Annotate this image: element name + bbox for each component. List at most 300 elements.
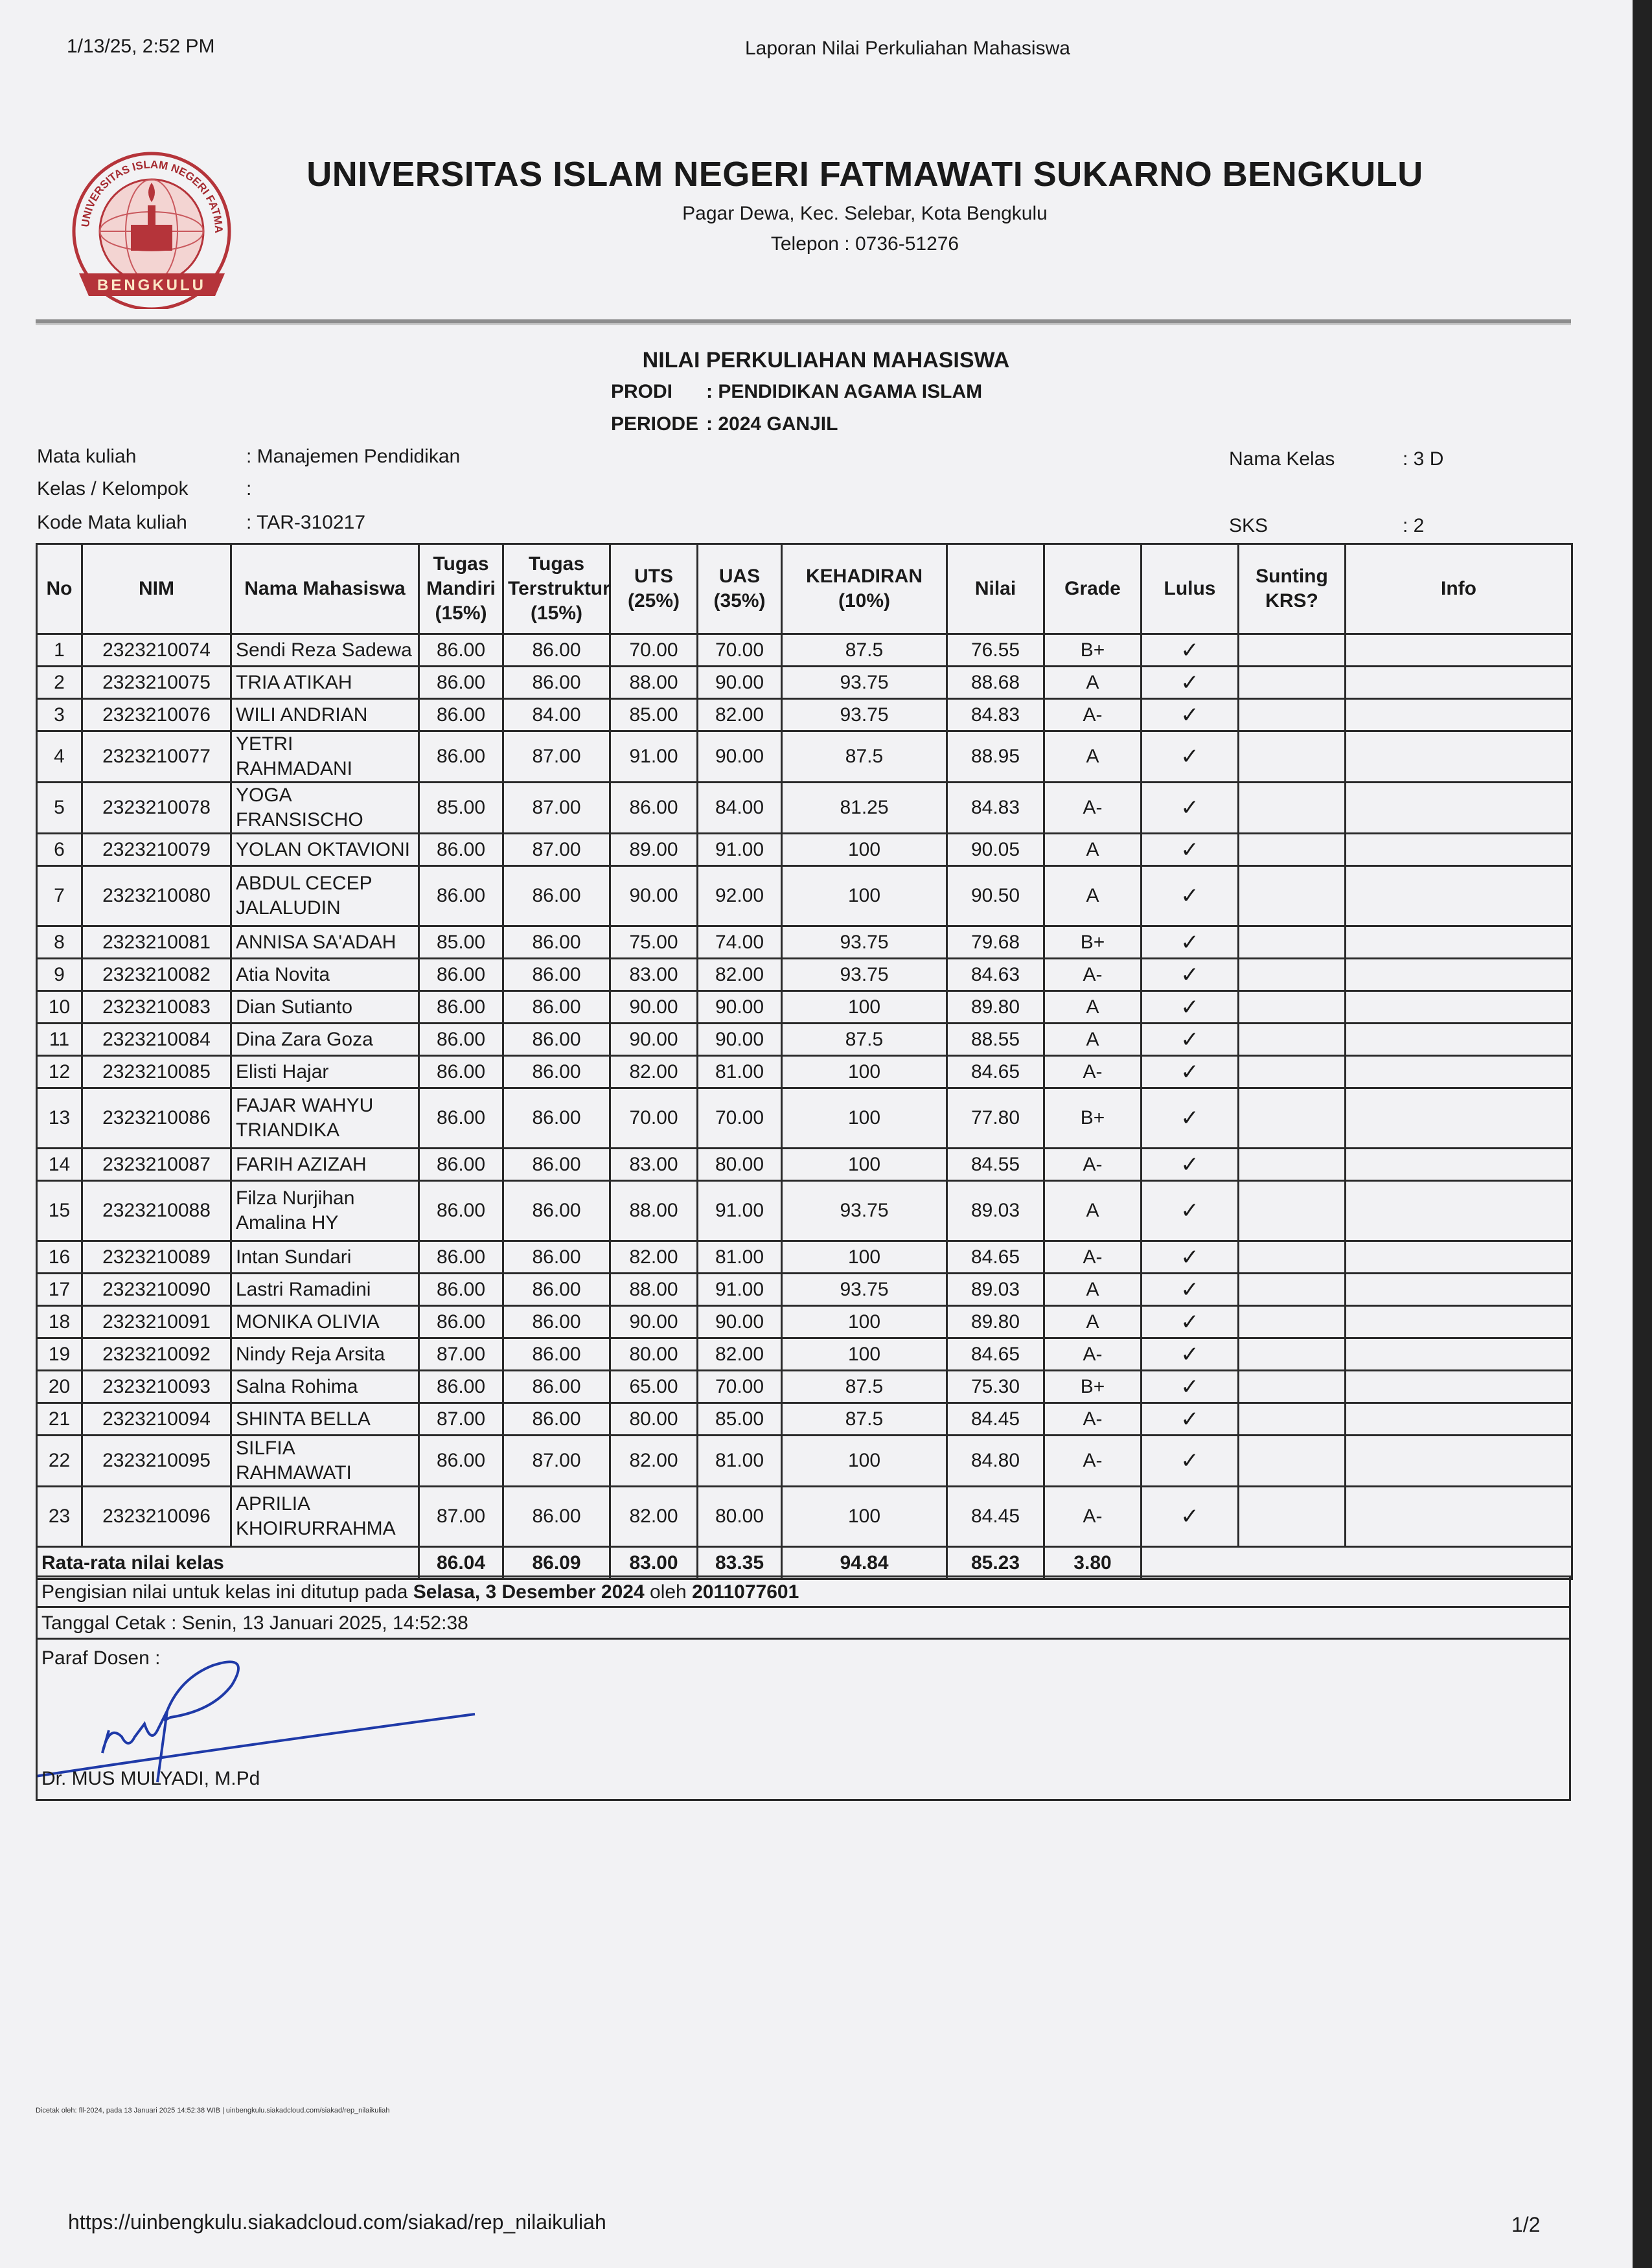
cell-kehadiran: 100 (782, 991, 947, 1024)
cell-grade: B+ (1044, 1088, 1141, 1149)
cell-grade: A (1044, 1024, 1141, 1056)
lulus-check-icon: ✓ (1141, 634, 1239, 667)
cell-tugas-mandiri: 86.00 (419, 959, 503, 991)
cell-uts: 82.00 (610, 1436, 698, 1487)
cell-uas: 70.00 (698, 1088, 782, 1149)
cell-grade: A (1044, 667, 1141, 699)
lulus-check-icon: ✓ (1141, 1371, 1239, 1403)
kode-value: : TAR-310217 (246, 512, 365, 533)
cell-tugas-terstruktur: 86.00 (503, 1056, 610, 1088)
cell-grade: A- (1044, 1487, 1141, 1547)
cell-tugas-mandiri: 85.00 (419, 926, 503, 959)
cell-nim: 2323210093 (82, 1371, 231, 1403)
table-row (37, 1487, 1572, 1547)
cell-no: 14 (37, 1149, 82, 1181)
lulus-check-icon: ✓ (1141, 1056, 1239, 1088)
cell-grade: A (1044, 834, 1141, 866)
cell-no: 21 (37, 1403, 82, 1436)
cell-uas: 74.00 (698, 926, 782, 959)
cell-tugas-terstruktur: 86.00 (503, 634, 610, 667)
average-kehadiran: 94.84 (782, 1547, 947, 1579)
cell-grade: A (1044, 731, 1141, 783)
cell-nim: 2323210089 (82, 1241, 231, 1274)
cell-grade: A- (1044, 783, 1141, 834)
cell-tugas-mandiri: 86.00 (419, 1056, 503, 1088)
cell-tugas-terstruktur: 86.00 (503, 926, 610, 959)
cell-grade: A (1044, 1274, 1141, 1306)
cell-info (1346, 834, 1572, 866)
cell-nilai: 84.83 (947, 783, 1044, 834)
closing-prefix: Pengisian nilai untuk kelas ini ditutup pada (41, 1581, 413, 1603)
cell-uas: 70.00 (698, 1371, 782, 1403)
cell-tugas-mandiri: 87.00 (419, 1403, 503, 1436)
cell-no: 17 (37, 1274, 82, 1306)
table-header-row (37, 544, 1572, 634)
cell-uts: 85.00 (610, 699, 698, 731)
cell-grade: B+ (1044, 634, 1141, 667)
cell-kehadiran: 100 (782, 1436, 947, 1487)
header-uas: UAS (35%) (698, 544, 782, 634)
cell-tugas-mandiri: 87.00 (419, 1338, 503, 1371)
table-row (37, 1241, 1572, 1274)
lulus-check-icon: ✓ (1141, 1436, 1239, 1487)
cell-sunting-krs (1239, 1371, 1346, 1403)
cell-nilai: 84.83 (947, 699, 1044, 731)
lulus-check-icon: ✓ (1141, 667, 1239, 699)
cell-tugas-terstruktur: 87.00 (503, 731, 610, 783)
cell-nama: Elisti Hajar (231, 1056, 419, 1088)
paraf-label: Paraf Dosen : (41, 1647, 161, 1669)
lulus-check-icon: ✓ (1141, 959, 1239, 991)
cell-nilai: 84.80 (947, 1436, 1044, 1487)
cell-nama: WILI ANDRIAN (231, 699, 419, 731)
cell-kehadiran: 100 (782, 834, 947, 866)
cell-info (1346, 1149, 1572, 1181)
cell-tugas-mandiri: 87.00 (419, 1487, 503, 1547)
lulus-check-icon: ✓ (1141, 699, 1239, 731)
table-row (37, 1149, 1572, 1181)
cell-no: 5 (37, 783, 82, 834)
cell-nama: FARIH AZIZAH (231, 1149, 419, 1181)
cell-no: 1 (37, 634, 82, 667)
cell-grade: A- (1044, 1436, 1141, 1487)
print-date: Tanggal Cetak : Senin, 13 Januari 2025, 14:52:38 (36, 1606, 1571, 1640)
cell-uts: 90.00 (610, 1024, 698, 1056)
cell-nim: 2323210075 (82, 667, 231, 699)
cell-info (1346, 783, 1572, 834)
print-datetime: 1/13/25, 2:52 PM (67, 36, 215, 57)
cell-kehadiran: 93.75 (782, 1274, 947, 1306)
kelas-label: Kelas / Kelompok (37, 478, 189, 499)
cell-tugas-terstruktur: 86.00 (503, 1371, 610, 1403)
cell-uas: 84.00 (698, 783, 782, 834)
periode-label: PERIODE (611, 413, 699, 435)
header-sunting-krs: Sunting KRS? (1239, 544, 1346, 634)
cell-no: 16 (37, 1241, 82, 1274)
cell-sunting-krs (1239, 959, 1346, 991)
cell-tugas-mandiri: 86.00 (419, 1241, 503, 1274)
cell-tugas-terstruktur: 86.00 (503, 1149, 610, 1181)
cell-sunting-krs (1239, 699, 1346, 731)
cell-nama: Intan Sundari (231, 1241, 419, 1274)
header-kehadiran: KEHADIRAN (10%) (782, 544, 947, 634)
table-row (37, 1403, 1572, 1436)
cell-uas: 82.00 (698, 699, 782, 731)
cell-kehadiran: 87.5 (782, 1024, 947, 1056)
cell-tugas-terstruktur: 86.00 (503, 667, 610, 699)
cell-uts: 80.00 (610, 1338, 698, 1371)
cell-kehadiran: 100 (782, 1338, 947, 1371)
cell-grade: A (1044, 866, 1141, 926)
cell-nilai: 89.80 (947, 1306, 1044, 1338)
cell-nilai: 90.05 (947, 834, 1044, 866)
sks-value: : 2 (1403, 515, 1425, 536)
scan-edge (1633, 0, 1652, 2268)
lulus-check-icon: ✓ (1141, 1306, 1239, 1338)
cell-uts: 82.00 (610, 1487, 698, 1547)
cell-uas: 90.00 (698, 991, 782, 1024)
cell-no: 12 (37, 1056, 82, 1088)
cell-sunting-krs (1239, 1306, 1346, 1338)
cell-info (1346, 1088, 1572, 1149)
cell-sunting-krs (1239, 1436, 1346, 1487)
cell-uts: 82.00 (610, 1056, 698, 1088)
cell-sunting-krs (1239, 1403, 1346, 1436)
cell-kehadiran: 100 (782, 1149, 947, 1181)
table-row (37, 1436, 1572, 1487)
cell-tugas-terstruktur: 86.00 (503, 1274, 610, 1306)
lulus-check-icon: ✓ (1141, 834, 1239, 866)
cell-nim: 2323210090 (82, 1274, 231, 1306)
cell-grade: A- (1044, 1056, 1141, 1088)
cell-tugas-mandiri: 86.00 (419, 866, 503, 926)
cell-grade: B+ (1044, 1371, 1141, 1403)
cell-sunting-krs (1239, 1181, 1346, 1241)
cell-nim: 2323210087 (82, 1149, 231, 1181)
cell-sunting-krs (1239, 926, 1346, 959)
cell-info (1346, 926, 1572, 959)
lulus-check-icon: ✓ (1141, 1241, 1239, 1274)
cell-no: 20 (37, 1371, 82, 1403)
logo-banner-text: BENGKULU (97, 277, 206, 294)
lulus-check-icon: ✓ (1141, 1274, 1239, 1306)
cell-nama: Lastri Ramadini (231, 1274, 419, 1306)
cell-tugas-mandiri: 86.00 (419, 1306, 503, 1338)
lulus-check-icon: ✓ (1141, 991, 1239, 1024)
average-label: Rata-rata nilai kelas (37, 1547, 419, 1579)
table-row (37, 1056, 1572, 1088)
cell-tugas-mandiri: 86.00 (419, 1024, 503, 1056)
cell-no: 10 (37, 991, 82, 1024)
university-phone: Telepon : 0736-51276 (770, 233, 959, 255)
cell-uas: 80.00 (698, 1487, 782, 1547)
header-grade: Grade (1044, 544, 1141, 634)
cell-info (1346, 1024, 1572, 1056)
prodi-label: PRODI (611, 381, 673, 402)
cell-sunting-krs (1239, 991, 1346, 1024)
cell-sunting-krs (1239, 731, 1346, 783)
cell-nilai: 84.63 (947, 959, 1044, 991)
cell-tugas-terstruktur: 84.00 (503, 699, 610, 731)
periode-value: : 2024 GANJIL (706, 413, 838, 435)
cell-tugas-terstruktur: 86.00 (503, 959, 610, 991)
lulus-check-icon: ✓ (1141, 866, 1239, 926)
university-name: UNIVERSITAS ISLAM NEGERI FATMAWATI SUKARNO BENGKULU (306, 155, 1423, 194)
cell-uts: 83.00 (610, 959, 698, 991)
cell-nim: 2323210096 (82, 1487, 231, 1547)
cell-sunting-krs (1239, 1487, 1346, 1547)
cell-uas: 90.00 (698, 731, 782, 783)
cell-kehadiran: 100 (782, 1487, 947, 1547)
cell-nilai: 88.95 (947, 731, 1044, 783)
header-uts: UTS (25%) (610, 544, 698, 634)
cell-uas: 91.00 (698, 1181, 782, 1241)
cell-sunting-krs (1239, 1088, 1346, 1149)
header-nilai: Nilai (947, 544, 1044, 634)
cell-tugas-terstruktur: 86.00 (503, 1241, 610, 1274)
cell-info (1346, 866, 1572, 926)
table-row (37, 1088, 1572, 1149)
cell-nama: Filza Nurjihan Amalina HY (231, 1181, 419, 1241)
cell-tugas-mandiri: 86.00 (419, 1371, 503, 1403)
cell-uas: 70.00 (698, 634, 782, 667)
cell-grade: B+ (1044, 926, 1141, 959)
cell-sunting-krs (1239, 866, 1346, 926)
average-row (37, 1547, 1572, 1579)
cell-grade: A- (1044, 1338, 1141, 1371)
cell-no: 15 (37, 1181, 82, 1241)
cell-no: 8 (37, 926, 82, 959)
header-no: No (37, 544, 82, 634)
cell-uts: 65.00 (610, 1371, 698, 1403)
cell-uas: 85.00 (698, 1403, 782, 1436)
table-row (37, 699, 1572, 731)
cell-tugas-terstruktur: 86.00 (503, 1403, 610, 1436)
cell-uas: 92.00 (698, 866, 782, 926)
logo-ring-text: UNIVERSITAS ISLAM NEGERI FATMA (79, 158, 225, 233)
header-tugas-terstruktur: Tugas Terstruktur (15%) (503, 544, 610, 634)
cell-nama: MONIKA OLIVIA (231, 1306, 419, 1338)
cell-uas: 82.00 (698, 1338, 782, 1371)
cell-info (1346, 991, 1572, 1024)
cell-kehadiran: 87.5 (782, 731, 947, 783)
cell-kehadiran: 100 (782, 866, 947, 926)
cell-no: 23 (37, 1487, 82, 1547)
cell-nim: 2323210081 (82, 926, 231, 959)
cell-tugas-mandiri: 86.00 (419, 667, 503, 699)
cell-kehadiran: 100 (782, 1241, 947, 1274)
cell-nilai: 84.65 (947, 1241, 1044, 1274)
cell-tugas-mandiri: 86.00 (419, 634, 503, 667)
mata-kuliah-value: : Manajemen Pendidikan (246, 446, 461, 467)
cell-sunting-krs (1239, 1241, 1346, 1274)
cell-info (1346, 1181, 1572, 1241)
table-row (37, 1306, 1572, 1338)
closing-date: Selasa, 3 Desember 2024 (413, 1581, 645, 1603)
print-page-title: Laporan Nilai Perkuliahan Mahasiswa (745, 38, 1070, 59)
cell-nim: 2323210083 (82, 991, 231, 1024)
cell-nilai: 88.55 (947, 1024, 1044, 1056)
average-tugas-mandiri: 86.04 (419, 1547, 503, 1579)
cell-nim: 2323210077 (82, 731, 231, 783)
cell-uts: 82.00 (610, 1241, 698, 1274)
cell-sunting-krs (1239, 1024, 1346, 1056)
cell-kehadiran: 100 (782, 1306, 947, 1338)
cell-nama: YOLAN OKTAVIONI (231, 834, 419, 866)
cell-kehadiran: 87.5 (782, 1403, 947, 1436)
cell-tugas-mandiri: 86.00 (419, 1274, 503, 1306)
cell-tugas-terstruktur: 86.00 (503, 1487, 610, 1547)
cell-kehadiran: 100 (782, 1088, 947, 1149)
cell-kehadiran: 93.75 (782, 926, 947, 959)
table-row (37, 1024, 1572, 1056)
cell-tugas-terstruktur: 86.00 (503, 991, 610, 1024)
cell-nilai: 79.68 (947, 926, 1044, 959)
cell-nilai: 90.50 (947, 866, 1044, 926)
table-row (37, 1181, 1572, 1241)
cell-uts: 88.00 (610, 1274, 698, 1306)
cell-uts: 89.00 (610, 834, 698, 866)
cell-tugas-mandiri: 86.00 (419, 731, 503, 783)
table-row (37, 991, 1572, 1024)
cell-nim: 2323210091 (82, 1306, 231, 1338)
cell-nilai: 84.65 (947, 1056, 1044, 1088)
lulus-check-icon: ✓ (1141, 1088, 1239, 1149)
table-row (37, 731, 1572, 783)
cell-nim: 2323210082 (82, 959, 231, 991)
cell-uts: 86.00 (610, 783, 698, 834)
table-row (37, 959, 1572, 991)
cell-tugas-mandiri: 86.00 (419, 834, 503, 866)
cell-sunting-krs (1239, 634, 1346, 667)
cell-info (1346, 1403, 1572, 1436)
closing-by-word: oleh (644, 1581, 693, 1603)
cell-uts: 88.00 (610, 667, 698, 699)
cell-sunting-krs (1239, 1149, 1346, 1181)
cell-nilai: 84.45 (947, 1403, 1044, 1436)
cell-no: 9 (37, 959, 82, 991)
cell-uas: 81.00 (698, 1241, 782, 1274)
cell-nim: 2323210086 (82, 1088, 231, 1149)
cell-nim: 2323210084 (82, 1024, 231, 1056)
header-info: Info (1346, 544, 1572, 634)
cell-uas: 91.00 (698, 1274, 782, 1306)
cell-nama: SILFIA RAHMAWATI (231, 1436, 419, 1487)
cell-no: 22 (37, 1436, 82, 1487)
cell-no: 2 (37, 667, 82, 699)
header-nama: Nama Mahasiswa (231, 544, 419, 634)
cell-tugas-terstruktur: 86.00 (503, 1338, 610, 1371)
lulus-check-icon: ✓ (1141, 926, 1239, 959)
cell-info (1346, 1056, 1572, 1088)
cell-sunting-krs (1239, 783, 1346, 834)
cell-nama: SHINTA BELLA (231, 1403, 419, 1436)
footer-url: https://uinbengkulu.siakadcloud.com/siakad/rep_nilaikuliah (68, 2210, 606, 2234)
cell-nim: 2323210088 (82, 1181, 231, 1241)
cell-nama: Salna Rohima (231, 1371, 419, 1403)
table-row (37, 634, 1572, 667)
average-nilai: 85.23 (947, 1547, 1044, 1579)
cell-info (1346, 731, 1572, 783)
table-row (37, 667, 1572, 699)
cell-uts: 70.00 (610, 634, 698, 667)
cell-tugas-mandiri: 86.00 (419, 1181, 503, 1241)
cell-grade: A- (1044, 959, 1141, 991)
cell-grade: A (1044, 1306, 1141, 1338)
cell-info (1346, 1274, 1572, 1306)
lulus-check-icon: ✓ (1141, 1024, 1239, 1056)
lulus-check-icon: ✓ (1141, 783, 1239, 834)
cell-no: 13 (37, 1088, 82, 1149)
nama-kelas-value: : 3 D (1403, 448, 1444, 470)
cell-uas: 90.00 (698, 1024, 782, 1056)
cell-no: 19 (37, 1338, 82, 1371)
cell-info (1346, 1306, 1572, 1338)
cell-info (1346, 667, 1572, 699)
cell-tugas-mandiri: 86.00 (419, 1149, 503, 1181)
average-empty (1141, 1547, 1572, 1579)
cell-nim: 2323210092 (82, 1338, 231, 1371)
cell-uts: 80.00 (610, 1403, 698, 1436)
cell-grade: A- (1044, 699, 1141, 731)
cell-tugas-terstruktur: 86.00 (503, 866, 610, 926)
cell-tugas-terstruktur: 87.00 (503, 834, 610, 866)
cell-uts: 83.00 (610, 1149, 698, 1181)
table-row (37, 866, 1572, 926)
cell-nim: 2323210085 (82, 1056, 231, 1088)
average-grade: 3.80 (1044, 1547, 1141, 1579)
cell-no: 11 (37, 1024, 82, 1056)
cell-nilai: 77.80 (947, 1088, 1044, 1149)
cell-nama: TRIA ATIKAH (231, 667, 419, 699)
cell-tugas-terstruktur: 86.00 (503, 1088, 610, 1149)
cell-nilai: 76.55 (947, 634, 1044, 667)
kode-label: Kode Mata kuliah (37, 512, 187, 533)
cell-tugas-mandiri: 86.00 (419, 699, 503, 731)
cell-info (1346, 1487, 1572, 1547)
cell-info (1346, 959, 1572, 991)
cell-uas: 81.00 (698, 1056, 782, 1088)
cell-uas: 80.00 (698, 1149, 782, 1181)
cell-nama: APRILIA KHOIRURRAHMA (231, 1487, 419, 1547)
cell-uts: 88.00 (610, 1181, 698, 1241)
cell-nama: Dina Zara Goza (231, 1024, 419, 1056)
printed-by-note: Dicetak oleh: fll-2024, pada 13 Januari 2025 14:52:38 WIB | uinbengkulu.siakadcloud.com/siakad/rep_nilaikuliah (36, 2107, 390, 2114)
header-divider (36, 319, 1571, 325)
cell-uas: 90.00 (698, 667, 782, 699)
cell-nim: 2323210095 (82, 1436, 231, 1487)
cell-nim: 2323210079 (82, 834, 231, 866)
lulus-check-icon: ✓ (1141, 1403, 1239, 1436)
cell-grade: A- (1044, 1149, 1141, 1181)
cell-tugas-mandiri: 86.00 (419, 1436, 503, 1487)
lecturer-name: Dr. MUS MULYADI, M.Pd (41, 1768, 260, 1789)
header-tugas-mandiri: Tugas Mandiri (15%) (419, 544, 503, 634)
average-uts: 83.00 (610, 1547, 698, 1579)
cell-tugas-terstruktur: 87.00 (503, 1436, 610, 1487)
cell-uts: 90.00 (610, 1306, 698, 1338)
cell-uas: 91.00 (698, 834, 782, 866)
table-row (37, 1371, 1572, 1403)
cell-tugas-mandiri: 85.00 (419, 783, 503, 834)
lulus-check-icon: ✓ (1141, 1487, 1239, 1547)
mata-kuliah-label: Mata kuliah (37, 446, 137, 467)
cell-uts: 90.00 (610, 866, 698, 926)
cell-uts: 75.00 (610, 926, 698, 959)
cell-kehadiran: 93.75 (782, 699, 947, 731)
cell-nama: YETRI RAHMADANI (231, 731, 419, 783)
cell-info (1346, 1241, 1572, 1274)
